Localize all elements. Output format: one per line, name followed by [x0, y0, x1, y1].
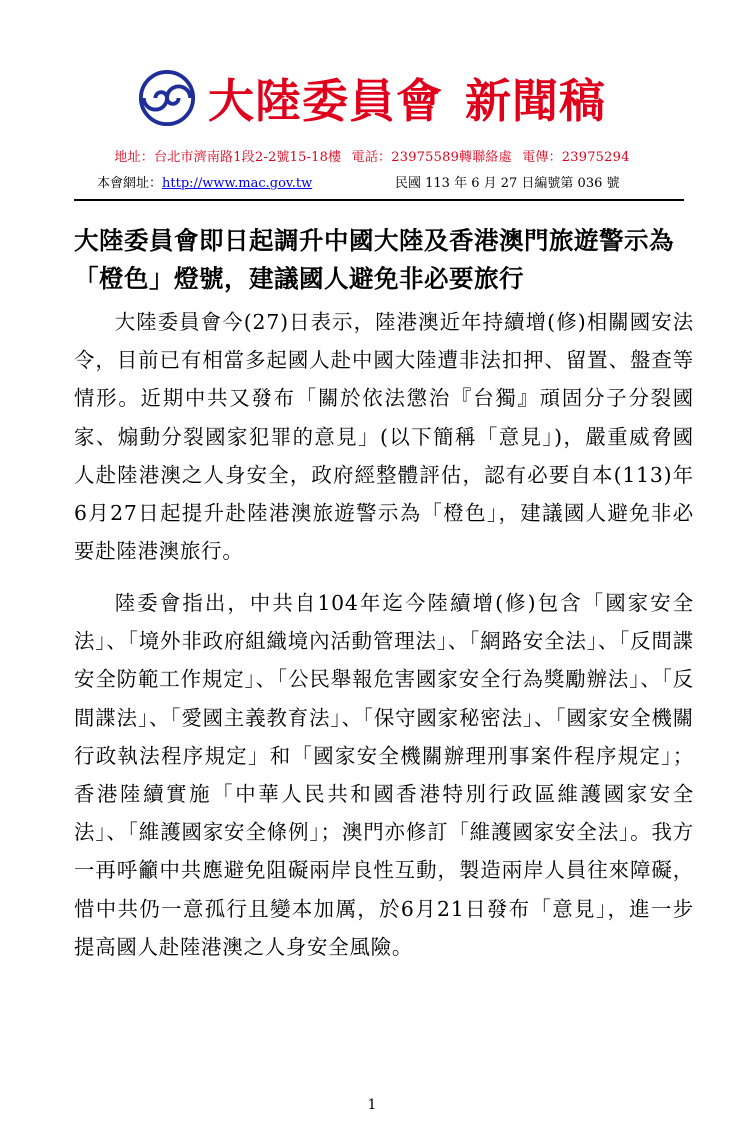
fax [522, 150, 629, 165]
page-number: 1 [367, 1097, 377, 1113]
body-paragraph: 陸委會指出，中共自104年迄今陸續增(修)包含「國家安全法」、「境外非政府組織境內活動管理法」、「網路安全法」、「反間諜安全防範工作規定」、「公民舉報危害國家安全行為獎勵辦法」、「反間諜法」、「愛國主義教育法」、「保守國家秘密法」、「國家安全機關行政執法程序規定」和「國家安全機關辦理刑事案件程序規定」；香港陸續實施「中華人民共和國香港特別行政區維護國家安全法」、「維護國家安全條例」；澳門亦修訂「維護國家安全法」。我方一再呼籲中共應避免阻礙兩岸良性互動，製造兩岸人員往來障礙，惜中共仍一意孤行且變本加厲，於6月21日發布「意見」，進一步提高國人赴陸港澳之人身安全風險。 [74, 591, 694, 959]
phone [352, 150, 512, 165]
address [114, 150, 341, 165]
contact-line [0, 146, 744, 165]
meta-line [97, 172, 687, 191]
address-label: 地址： [114, 150, 155, 165]
address-value: 台北市濟南路1段2-2號15-18樓 [154, 150, 342, 165]
fax-label: 電傳： [522, 150, 562, 165]
org-name: 大陸委員會 [208, 74, 443, 128]
body-paragraph: 大陸委員會今(27)日表示，陸港澳近年持續增(修)相關國安法令，目前已有相當多起國人赴中國大陸遭非法扣押、留置、盤查等情形。近期中共又發布「關於依法懲治『台獨』頑固分子分裂國家、煽動分裂國家犯罪的意見」(以下簡稱「意見」)，嚴重威脅國人赴陸港澳之人身安全，政府經整體評估，認有必要自本(113)年6月27日起提升赴陸港澳旅遊警示為「橙色」，建議國人避免非必要赴陸港澳旅行。 [74, 310, 694, 564]
headline: 大陸委員會即日起調升中國大陸及香港澳門旅遊警示為「橙色」燈號，建議國人避免非必要旅行 [74, 226, 674, 293]
phone-value: 23975589轉聯絡處 [391, 150, 512, 165]
mac-swirl-logo-icon [138, 69, 196, 127]
issue-info: 民國 113 年 6 月 27 日編號第 036 號 [395, 176, 620, 191]
fax-value: 23975294 [561, 150, 630, 165]
header-divider [74, 199, 684, 201]
website-label: 本會網址： [97, 176, 163, 191]
website-link[interactable]: http://www.mac.gov.tw [162, 176, 313, 191]
letterhead [0, 58, 744, 138]
doc-type: 新聞稿 [465, 74, 606, 128]
phone-label: 電話： [351, 150, 392, 165]
letterhead-title [208, 65, 606, 131]
